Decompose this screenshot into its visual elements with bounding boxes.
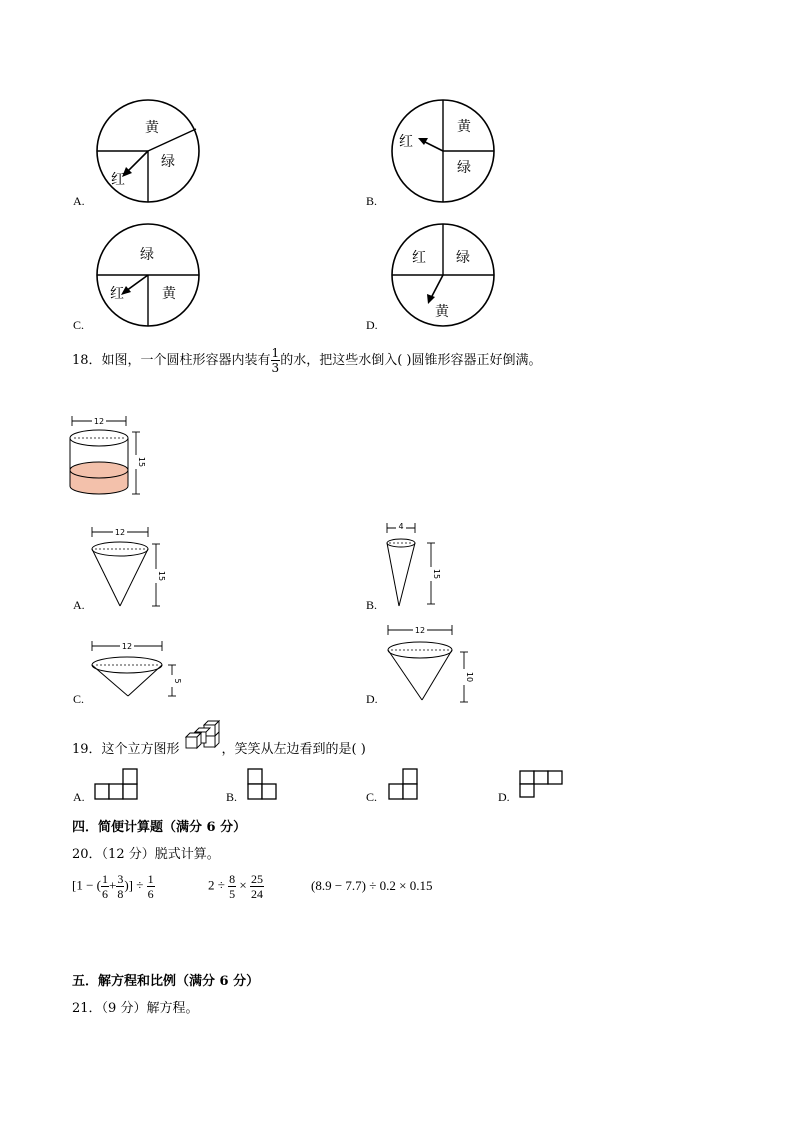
fraction-numerator: 1 [147, 872, 154, 886]
option-letter: A. [73, 194, 85, 208]
q19-text: ，笑笑从左边看到的是( ) [221, 742, 366, 757]
option-letter: A. [73, 598, 85, 612]
section-title: 四．简便计算题（满分 6 分） [72, 820, 247, 835]
fraction-numerator: 25 [250, 872, 263, 886]
option-letter: C. [73, 692, 85, 706]
cone-c [86, 636, 190, 702]
fraction-denominator: 8 [117, 887, 124, 901]
cylinder-diameter-label: 12 [93, 417, 105, 426]
spinner-label: 黄 [145, 120, 159, 136]
cone-diameter-label: 4 [398, 522, 404, 531]
fraction-denominator: 5 [229, 887, 236, 901]
option-letter: D. [498, 790, 510, 804]
spinner-label: 红 [412, 250, 426, 266]
section-title: 五．解方程和比例（满分 6 分） [72, 974, 260, 989]
fraction-numerator: 1 [102, 872, 108, 886]
fraction [228, 872, 236, 901]
fraction-denominator: 3 [271, 361, 280, 375]
fraction [250, 872, 264, 901]
cone-height-label: 5 [173, 678, 182, 684]
water-surface [70, 462, 128, 478]
expr-text: [1 − ( [72, 877, 101, 893]
spinner-label: 红 [110, 286, 124, 302]
fraction-denominator: 6 [147, 887, 154, 901]
cylinder-figure [66, 410, 148, 506]
option-letter: D. [366, 318, 378, 332]
option-letter: D. [366, 692, 378, 706]
spinner-label: 绿 [457, 160, 471, 176]
q18-prompt [72, 346, 541, 375]
spinner-d [390, 222, 496, 328]
cone-b [380, 516, 444, 610]
view-option-c [388, 768, 420, 802]
spinner-a [95, 98, 201, 204]
spinner-label: 黄 [457, 119, 471, 135]
fraction-numerator: 1 [271, 346, 280, 360]
cone-diameter-label: 12 [114, 528, 126, 537]
cylinder-height-label: 15 [137, 456, 146, 468]
option-letter: A. [73, 790, 85, 804]
spinner-label: 黄 [162, 286, 176, 302]
fraction-denominator: 6 [102, 887, 108, 901]
view-option-b [247, 768, 279, 802]
cone-height-label: 15 [157, 570, 166, 582]
fraction [147, 872, 155, 901]
q20-prompt: 20．（12 分）脱式计算。 [72, 847, 220, 862]
q18-text: 的水，把这些水倒入( )圆锥形容器正好倒满。 [280, 353, 542, 368]
expr-text: × [239, 877, 247, 893]
expr-text: )] ÷ [124, 877, 144, 893]
expr-text: 2 ÷ [208, 877, 225, 893]
spinner-b [390, 98, 496, 204]
spinner-label: 黄 [435, 304, 449, 320]
spinner-label: 绿 [456, 250, 470, 266]
expression-3: (8.9 − 7.7) ÷ 0.2 × 0.15 [311, 878, 433, 893]
view-option-a [94, 768, 140, 802]
view-option-d [519, 770, 565, 802]
cone-a [86, 522, 170, 610]
spinner-label: 红 [111, 172, 125, 188]
option-letter: B. [366, 194, 378, 208]
option-letter: B. [226, 790, 238, 804]
q21-prompt: 21．（9 分）解方程。 [72, 1001, 199, 1016]
spinner-label: 绿 [161, 154, 175, 170]
cone-height-label: 10 [465, 671, 474, 683]
fraction-denominator: 24 [250, 887, 263, 901]
cone-d [380, 618, 476, 706]
q19-text: 19．这个立方图形 [72, 742, 180, 757]
fraction-numerator: 8 [229, 872, 236, 886]
expression-1 [72, 872, 155, 901]
cone-diameter-label: 12 [121, 642, 133, 651]
fraction [101, 872, 109, 901]
option-letter: B. [366, 598, 378, 612]
cone-diameter-label: 12 [414, 626, 426, 635]
option-letter: C. [73, 318, 85, 332]
q18-text: 18．如图，一个圆柱形容器内装有 [72, 353, 271, 368]
cube-figure [184, 716, 228, 750]
spinner-label: 红 [399, 134, 413, 150]
option-letter: C. [366, 790, 378, 804]
expression-2 [208, 872, 264, 901]
q18-fraction [271, 346, 281, 375]
expr-text: + [109, 877, 117, 893]
spinner-label: 绿 [140, 247, 154, 263]
cone-height-label: 15 [432, 568, 441, 580]
fraction-numerator: 3 [117, 872, 124, 886]
spinner-c [95, 222, 201, 328]
